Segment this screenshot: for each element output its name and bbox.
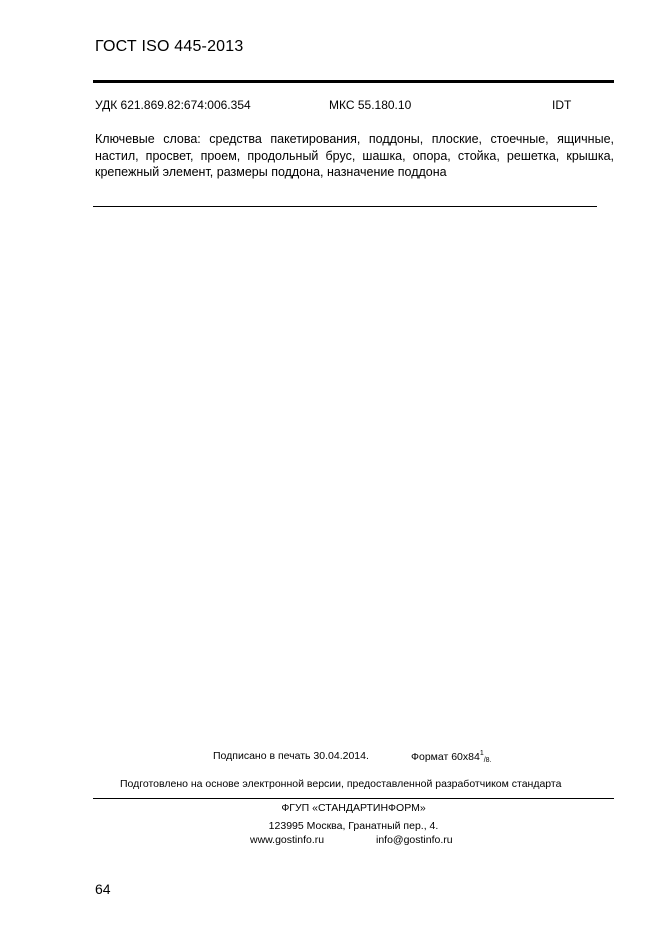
- page-number: 64: [95, 881, 111, 897]
- keywords-paragraph: Ключевые слова: средства пакетирования, поддоны, плоские, стоечные, ящичные, настил, просвет, проем, продольный брус, шашка, опора, стойка, решетка, крышка, крепежный элемент, размеры поддона, назначение поддона: [95, 132, 614, 179]
- udk-code: УДК 621.869.82:674:006.354: [95, 98, 251, 112]
- format-prefix: Формат 60x84: [411, 751, 480, 763]
- prepared-note: Подготовлено на основе электронной версии, предоставленной разработчиком стандарта: [120, 778, 562, 790]
- publisher-email: info@gostinfo.ru: [376, 834, 453, 846]
- document-title: ГОСТ ISO 445-2013: [95, 38, 244, 55]
- format-superscript: 1: [479, 750, 484, 757]
- format-subscript: /8.: [483, 757, 492, 764]
- footer-divider: [93, 798, 614, 799]
- publisher-address: 123995 Москва, Гранатный пер., 4.: [268, 820, 439, 832]
- signed-date: Подписано в печать 30.04.2014.: [213, 750, 369, 762]
- keywords-divider: [93, 206, 597, 207]
- publisher-website: www.gostinfo.ru: [250, 834, 325, 846]
- publisher-name: ФГУП «СТАНДАРТИНФОРМ»: [281, 802, 426, 814]
- header-divider: [93, 80, 614, 83]
- print-format: [411, 750, 492, 764]
- idt-label: IDT: [552, 98, 572, 112]
- mks-code: МКС 55.180.10: [329, 98, 412, 112]
